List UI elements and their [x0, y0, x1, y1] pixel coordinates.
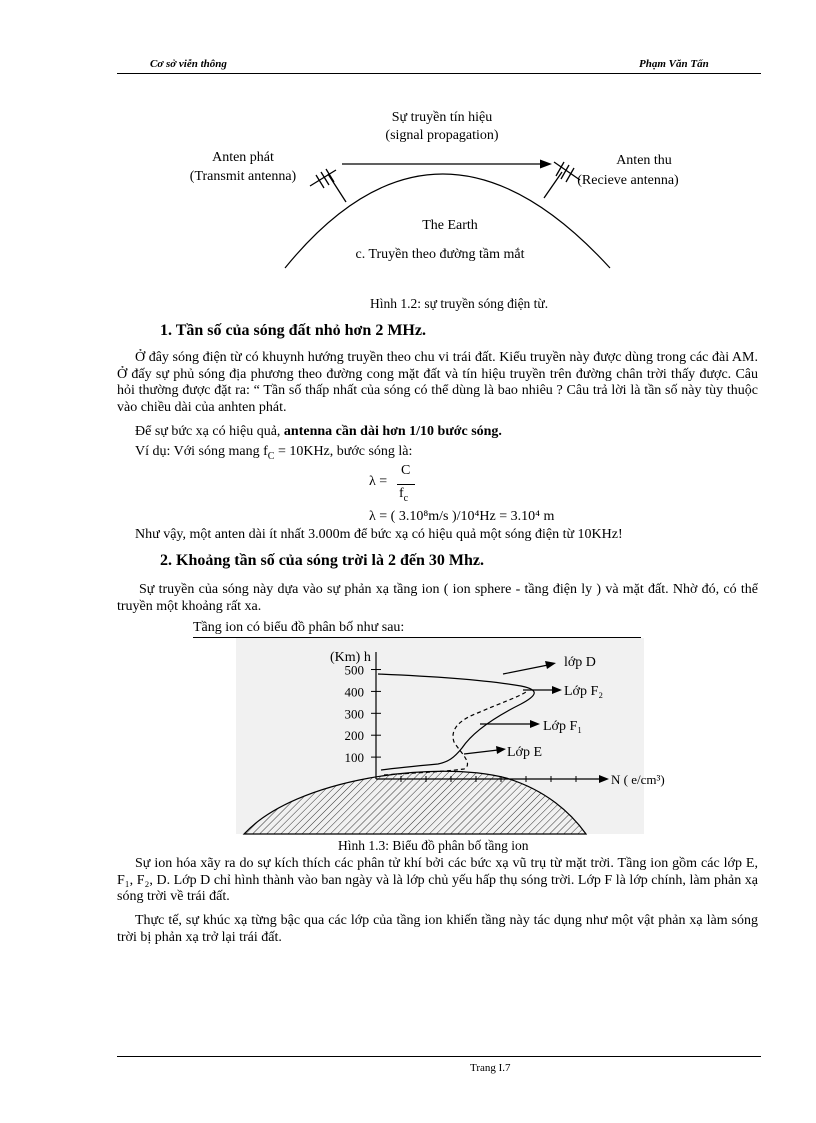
refraction-paragraph: Thực tế, sự khúc xạ từng bậc qua các lớp của tầng ion khiến tầng này tác dụng như một vật phản xạ làm sóng trời bị phản xạ trở lại trái đất.: [117, 913, 758, 945]
propagation-diagram: [170, 100, 730, 275]
night-profile-curve: [384, 692, 526, 775]
ionosphere-chart: [236, 638, 665, 834]
figure-2-caption: Hình 1.3: Biểu đồ phân bố tầng ion: [338, 838, 529, 853]
y-tick-label: 500: [344, 662, 364, 678]
example-prefix: Ví dụ: Với sóng mang f: [135, 444, 268, 459]
ionization-paragraph: Sự ion hóa xãy ra do sự kích thích các phân tử khí bởi các bức xạ vũ trụ từ mặt trời. Tầng ion gồm các lớp E, F₁, F₂, D. Lớp D chỉ hình thành vào ban ngày và là lớp chủ yếu hấp thụ sóng trời. Lớp F là lớp chính, làm phản xạ sóng trời về trái đất.: [117, 856, 758, 904]
section-2-heading: 2. Khoảng tần số của sóng trời là 2 đến 30 Mhz.: [160, 552, 484, 569]
antenna-length-prefix: Để sự bức xạ có hiệu quả,: [135, 424, 284, 439]
example-suffix: = 10KHz, bước sóng là:: [274, 444, 413, 459]
footer-rule: [117, 1056, 761, 1057]
section-1-paragraph: Ở đây sóng điện từ có khuynh hướng truyền theo chu vi trái đất. Kiểu truyền này được dùng trong các đài AM. Ở đấy sự phủ sóng địa phương theo đường cong mặt đất và tín hiệu truyền trên đường chân trời thấy được. Câu hỏi thường được đặt ra: “ Tần số thấp nhất của sóng có thể dùng là bao nhiêu ? Câu trả lời là tần số này tùy thuộc vào chiều dài của anhten phát.: [117, 350, 758, 415]
y-tick-label: 100: [344, 750, 364, 766]
antenna-length-rule: antenna cần dài hơn 1/10 bước sóng.: [283, 424, 502, 439]
x-axis-arrow: [599, 775, 609, 783]
formula-numerator: C: [401, 463, 411, 478]
receive-label-1: Anten thu: [616, 153, 672, 168]
transmit-mast: [328, 174, 346, 202]
formula-fraction-bar: [397, 484, 415, 485]
y-axis-label: (Km) h: [330, 650, 371, 665]
formula-denominator: [399, 486, 408, 504]
earth-hatched: [244, 771, 586, 834]
receive-label-2: (Recieve antenna): [577, 173, 679, 188]
transmit-label-1: Anten phát: [212, 150, 274, 165]
formula-denominator-f: f: [399, 486, 404, 501]
layer-label-f1: Lớp F₁: [543, 719, 583, 734]
y-tick-label: 300: [344, 706, 364, 722]
receive-mast: [544, 172, 562, 198]
figure-1-caption: Hình 1.2: sự truyền sóng điện từ.: [370, 296, 549, 311]
transmit-label-2: (Transmit antenna): [189, 169, 297, 184]
header-author: Phạm Văn Tấn: [639, 58, 709, 70]
page-number: Trang I.7: [470, 1062, 511, 1074]
ionosphere-chart-svg: [236, 638, 665, 834]
antenna-length-sentence: [135, 424, 758, 441]
layer-label-f2: Lớp F₂: [564, 684, 604, 699]
transmit-antenna-icon: [310, 169, 336, 188]
section-2-paragraph: Sự truyền của sóng này dựa vào sự phản xạ tầng ion ( ion sphere - tầng điện ly ) và mặt đất. Nhờ đó, có thể truyền một khoảng rất xa.: [117, 582, 758, 614]
arrow-layer-d: [503, 665, 548, 674]
chart-intro: Tầng ion có biểu đồ phân bố như sau:: [193, 620, 405, 635]
arrow-layer-e: [464, 750, 498, 754]
formula-lambda: λ =: [369, 474, 388, 489]
signal-label-2: (signal propagation): [385, 128, 499, 143]
x-axis-label: N ( e/cm³): [611, 772, 665, 787]
example-sentence: [135, 444, 758, 465]
diagram-subcaption: c. Truyền theo đường tầm mắt: [355, 247, 525, 262]
section-1-heading: 1. Tần số của sóng đất nhỏ hơn 2 MHz.: [160, 322, 426, 339]
signal-label-1: Sự truyền tín hiệu: [391, 110, 493, 125]
formula-denominator-sub: c: [403, 492, 409, 504]
layer-label-e: Lớp E: [507, 745, 543, 760]
earth-label: The Earth: [422, 218, 478, 233]
formula-wavelength: λ = ( 3.10⁸m/s )/10⁴Hz = 3.10⁴ m: [369, 509, 555, 524]
signal-arrow-head: [540, 160, 552, 169]
layer-label-d: lớp D: [564, 655, 596, 670]
section-1-conclusion: Như vậy, một anten dài ít nhất 3.000m để bức xạ có hiệu quả một sóng điện từ 10KHz!: [135, 527, 623, 542]
y-tick-label: 200: [344, 728, 364, 744]
example-subscript: C: [267, 450, 275, 462]
header-rule: [117, 73, 761, 74]
header-course-title: Cơ sở viễn thông: [150, 58, 227, 70]
y-tick-label: 400: [344, 684, 364, 700]
